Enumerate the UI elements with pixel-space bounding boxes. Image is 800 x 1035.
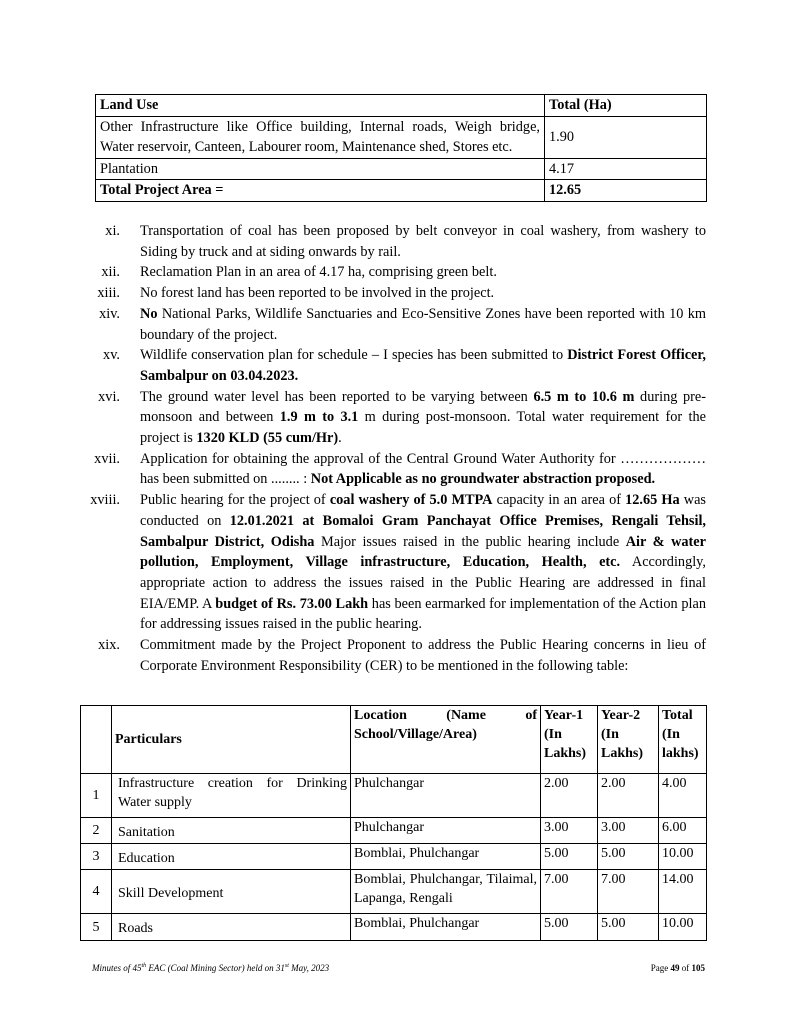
header-cell: Year-1 (In Lakhs) — [541, 706, 598, 774]
bold-text: 12.01.2021 at Bomaloi Gram Panchayat Office Premises, Rengali Tehsil, Sambalpur District, Odisha — [140, 512, 706, 550]
page-number — [651, 963, 705, 973]
item-text: capacity in an area of — [492, 492, 626, 509]
list-item — [80, 221, 706, 262]
table-cell: 4.17 — [545, 158, 707, 180]
item-number: xv. — [103, 347, 120, 364]
table-cell: 5.00 — [598, 844, 659, 870]
bold-text: Air & water pollution, Employment, Village infrastructure, Education, Health, etc. — [140, 533, 706, 571]
current-page: 49 — [670, 963, 680, 973]
footer-text: Minutes of 45 — [92, 963, 142, 973]
table-cell: 3 — [81, 844, 112, 870]
footer-text: of — [679, 963, 692, 973]
table-row — [81, 844, 707, 870]
table-cell: Plantation — [96, 158, 545, 180]
table-cell: 5.00 — [541, 914, 598, 941]
table-cell: 3.00 — [598, 818, 659, 844]
bold-text: 1.9 m to 3.1 — [279, 409, 359, 426]
table-cell: 3.00 — [541, 818, 598, 844]
table-cell: Bomblai, Phulchangar — [351, 914, 541, 941]
cer-table — [80, 705, 707, 941]
table-cell: 4.00 — [659, 774, 707, 818]
total-pages: 105 — [691, 963, 705, 973]
table-cell: 14.00 — [659, 870, 707, 914]
bold-text: 6.5 m to 10.6 m — [533, 388, 635, 405]
item-text: Reclamation Plan in an area of 4.17 ha, comprising green belt. — [140, 264, 497, 281]
table-cell: 7.00 — [598, 870, 659, 914]
table-cell: Bomblai, Phulchangar, Tilaimal, Lapanga, Rengali — [351, 870, 541, 914]
table-row — [96, 158, 707, 180]
item-text: Accordingly, appropriate action to address the issues raised in the Public Hearing are addressed in final EIA/EMP. A — [140, 554, 706, 612]
header-cell — [81, 706, 112, 774]
land-use-table — [95, 94, 707, 202]
table-cell: 10.00 — [659, 914, 707, 941]
table-cell: Phulchangar — [351, 774, 541, 818]
table-cell: Total Project Area = — [96, 180, 545, 202]
table-cell: 5.00 — [541, 844, 598, 870]
list-item — [80, 387, 706, 449]
table-cell: 5 — [81, 914, 112, 941]
bold-text: 1320 KLD (55 cum/Hr) — [196, 430, 339, 447]
item-number: xiv. — [99, 305, 120, 322]
footer-text: Page — [650, 963, 671, 973]
item-number: xi. — [105, 223, 120, 239]
table-cell: Education — [112, 844, 351, 870]
item-text: . — [338, 430, 342, 447]
table-cell: 10.00 — [659, 844, 707, 870]
item-text: during pre-monsoon and between — [140, 388, 706, 426]
item-text: was conducted on — [140, 492, 706, 529]
table-cell: Roads — [112, 914, 351, 941]
table-cell: Skill Development — [112, 870, 351, 914]
item-text: m during post-monsoon. Total water requirement for the project is — [140, 409, 706, 447]
table-cell: 1.90 — [545, 116, 707, 158]
table-cell: 2.00 — [598, 774, 659, 818]
total-row — [96, 180, 707, 202]
table-cell: Phulchangar — [351, 818, 541, 844]
page-footer — [92, 963, 705, 973]
item-text: Wildlife conservation plan for schedule – I species has been submitted to — [140, 347, 568, 364]
header-cell: Particulars — [112, 706, 351, 774]
item-text: National Parks, Wildlife Sanctuaries and Eco-Sensitive Zones have been reported with 10 km boundary of the project. — [140, 305, 706, 343]
item-text: Transportation of coal has been proposed by belt conveyor in coal washery, from washery to Siding by truck and at siding onwards by rail. — [140, 223, 706, 260]
footer-text: May, 2023 — [288, 963, 330, 973]
item-text: Application for obtaining the approval of the Central Ground Water Authority for ……………… has been submitted on ........ : — [140, 450, 706, 488]
footer-title — [92, 963, 329, 973]
bold-text: District Forest Officer, Sambalpur on 03.04.2023. — [140, 347, 707, 384]
table-cell: 2 — [81, 818, 112, 844]
list-item — [80, 490, 706, 635]
table-cell: Other Infrastructure like Office building, Internal roads, Weigh bridge, Water reservoir, Canteen, Labourer room, Maintenance shed, Stores etc. — [96, 116, 545, 158]
table-row — [81, 818, 707, 844]
table-cell: Infrastructure creation for Drinking Water supply — [112, 774, 351, 818]
table-row — [96, 116, 707, 158]
header-cell: Location (Name of School/Village/Area) — [351, 706, 541, 774]
conditions-list — [80, 221, 706, 676]
table-cell: 2.00 — [541, 774, 598, 818]
footer-text: th — [141, 963, 147, 969]
list-item — [80, 345, 706, 386]
item-text: has been earmarked for implementation of the Action plan for addressing issues raised in the public hearing. — [140, 595, 706, 633]
table-cell: 7.00 — [541, 870, 598, 914]
item-text: Commitment made by the Project Proponent to address the Public Hearing concerns in lieu of Corporate Environment Responsibility (CER) to be mentioned in the following table: — [140, 637, 706, 674]
table-row — [81, 870, 707, 914]
table-row — [81, 774, 707, 818]
bold-text: Not Applicable as no groundwater abstraction proposed. — [310, 471, 656, 488]
table-cell: 1 — [81, 774, 112, 818]
footer-text: st — [284, 963, 289, 969]
item-text: No forest land has been reported to be involved in the project. — [140, 285, 495, 302]
item-number: xvi. — [98, 388, 120, 405]
bold-text: coal washery of 5.0 MTPA — [329, 492, 493, 509]
bold-text: 12.65 Ha — [625, 492, 680, 509]
item-text: The ground water level has been reported to be varying between — [140, 388, 534, 405]
table-cell: 12.65 — [545, 180, 707, 202]
item-number: xii. — [101, 264, 120, 281]
list-item — [80, 262, 706, 283]
item-text: Major issues raised in the public hearing include — [314, 533, 626, 550]
table-header-row — [96, 95, 707, 117]
table-cell: 5.00 — [598, 914, 659, 941]
table-cell: Bomblai, Phulchangar — [351, 844, 541, 870]
table-cell: 6.00 — [659, 818, 707, 844]
item-number: xvii. — [94, 450, 120, 467]
footer-text: EAC (Coal Mining Sector) held on 31 — [146, 963, 285, 973]
item-number: xiii. — [97, 285, 120, 302]
header-cell: Land Use — [96, 95, 545, 117]
item-number: xviii. — [90, 492, 120, 509]
bold-text: No — [140, 305, 158, 322]
list-item — [80, 449, 706, 490]
header-cell: Year-2 (In Lakhs) — [598, 706, 659, 774]
item-text: Public hearing for the project of — [140, 492, 330, 509]
list-item — [80, 635, 706, 676]
table-cell: Sanitation — [112, 818, 351, 844]
header-cell: Total (In lakhs) — [659, 706, 707, 774]
table-row — [81, 914, 707, 941]
list-item — [80, 283, 706, 304]
header-cell: Total (Ha) — [545, 95, 707, 117]
list-item — [80, 304, 706, 345]
table-header-row — [81, 706, 707, 774]
item-number: xix. — [98, 637, 120, 654]
bold-text: budget of Rs. 73.00 Lakh — [215, 595, 369, 612]
table-cell: 4 — [81, 870, 112, 914]
